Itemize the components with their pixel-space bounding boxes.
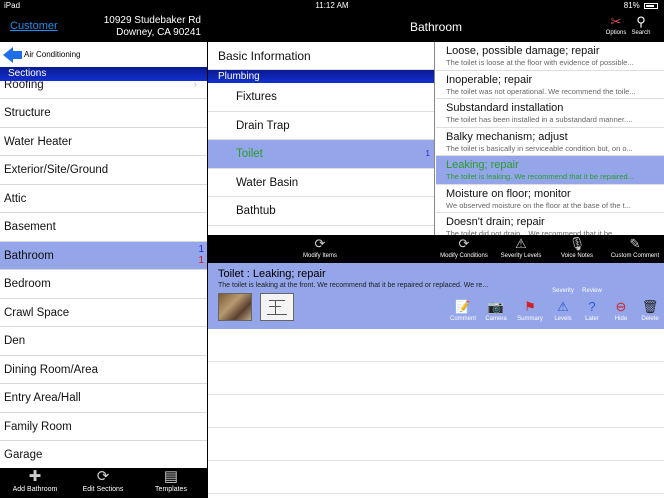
summary-label: Summary <box>517 316 543 322</box>
custom-comment-button[interactable] <box>608 235 662 263</box>
section-label: Den <box>4 335 26 347</box>
modify-conditions-button[interactable] <box>436 235 492 263</box>
search-label: Search <box>631 30 651 36</box>
item-label: Water Basin <box>236 176 299 189</box>
item-label: Bathtub <box>236 205 276 217</box>
condition-title: Leaking; repair <box>446 159 519 171</box>
item-toilet[interactable] <box>208 140 434 169</box>
search-button[interactable] <box>629 14 653 36</box>
section-label: Crawl Space <box>4 306 70 319</box>
condition-item[interactable] <box>436 213 664 235</box>
condition-title: Substandard installation <box>446 102 564 114</box>
warning-icon: ⚠ <box>515 236 527 251</box>
item-fixtures[interactable] <box>208 83 434 112</box>
basic-information-item[interactable]: Basic Information <box>208 42 434 70</box>
options-label: Options <box>605 30 627 36</box>
customer-link[interactable]: Customer <box>10 20 58 32</box>
condition-desc: The toilet has been installed in a substandard manner.... <box>446 115 633 124</box>
condition-item[interactable] <box>436 42 664 71</box>
comment-button[interactable] <box>449 297 477 322</box>
question-icon: ? <box>588 299 596 314</box>
chevron-right-icon: › <box>193 81 197 90</box>
refresh-icon: ⟳ <box>458 236 470 251</box>
condition-desc: The toilet is loose at the floor with evidence of possible... <box>446 58 634 67</box>
section-item-exterior[interactable] <box>0 156 207 185</box>
section-label: Bedroom <box>4 278 51 290</box>
search-icon: ⚲ <box>636 14 646 29</box>
category-header: Plumbing <box>208 70 434 83</box>
hide-document-icon: ⊖ <box>615 299 627 314</box>
edit-sections-label: Edit Sections <box>82 486 124 493</box>
condition-title: Doesn't drain; repair <box>446 216 545 228</box>
condition-title: Inoperable; repair <box>446 73 533 86</box>
review-later-button[interactable] <box>578 288 606 322</box>
custom-comment-label: Custom Comment <box>610 253 660 259</box>
summary-button[interactable] <box>516 297 544 322</box>
modify-conditions-label: Modify Conditions <box>440 253 488 259</box>
modify-items-button[interactable] <box>290 235 350 263</box>
photo-thumbnail[interactable] <box>218 293 252 321</box>
section-label: Attic <box>4 192 27 205</box>
hide-label: Hide <box>614 316 628 322</box>
detail-description[interactable]: The toilet is leaking at the front. We recommend that it be repaired or replaced. We re... <box>218 282 489 289</box>
severity-levels-button[interactable] <box>496 235 546 263</box>
condition-item[interactable] <box>436 71 664 100</box>
condition-desc: The toilet did not drain... We recommend that it be... <box>446 229 619 235</box>
later-label: Later <box>585 316 599 322</box>
back-arrow-icon-tail <box>12 51 22 59</box>
camera-icon: 📷 <box>487 299 505 314</box>
condition-count-badge: 1 <box>198 254 204 266</box>
section-label: Entry Area/Hall <box>4 392 81 404</box>
item-label: Fixtures <box>236 91 277 103</box>
section-item-den[interactable] <box>0 327 207 356</box>
blank-row <box>208 329 664 362</box>
status-bar <box>0 0 664 12</box>
item-bathtub[interactable] <box>208 197 434 226</box>
address-line-1: 10929 Studebaker Rd <box>103 15 201 26</box>
review-top-label: Review <box>582 288 602 294</box>
item-label: Drain Trap <box>236 119 290 132</box>
condition-desc: The toilet is leaking. We recommend that it be repaired... <box>446 172 634 181</box>
condition-item[interactable] <box>436 99 664 128</box>
section-badges <box>198 244 204 266</box>
item-water-basin[interactable] <box>208 169 434 198</box>
clock: 11:12 AM <box>315 1 349 10</box>
sections-toolbar <box>0 468 207 498</box>
warning-icon: ⚠ <box>557 299 569 314</box>
section-item-structure[interactable] <box>0 99 207 128</box>
levels-label: Levels <box>554 316 572 322</box>
sections-panel <box>0 12 207 498</box>
camera-button[interactable] <box>482 297 510 322</box>
section-item-bathroom[interactable] <box>0 242 207 271</box>
severity-levels-label: Severity Levels <box>500 253 542 259</box>
battery-icon <box>644 3 658 9</box>
templates-label: Templates <box>155 486 187 493</box>
section-item-entry-area[interactable] <box>0 384 207 413</box>
condition-item[interactable] <box>436 185 664 214</box>
section-item-crawl-space[interactable] <box>0 299 207 328</box>
add-section-button[interactable] <box>2 468 68 498</box>
section-label: Water Heater <box>4 135 72 148</box>
blank-row <box>208 395 664 428</box>
device-label: iPad <box>4 1 21 10</box>
battery-percent: 81% <box>623 1 640 10</box>
section-label: Family Room <box>4 420 72 433</box>
condition-desc: The toilet was not operational. We recommend the toile... <box>446 86 636 96</box>
templates-button[interactable] <box>138 468 204 498</box>
selected-condition-detail <box>208 263 664 329</box>
delete-label: Delete <box>641 316 659 322</box>
back-button[interactable] <box>0 42 207 67</box>
sections-header: Sections <box>0 67 207 81</box>
camera-label: Camera <box>485 316 507 322</box>
section-label: Dining Room/Area <box>4 363 98 376</box>
blank-row <box>208 362 664 395</box>
section-item-garage[interactable] <box>0 441 207 468</box>
section-label: Structure <box>4 107 51 119</box>
blank-row <box>208 461 664 494</box>
blank-row <box>208 428 664 461</box>
item-drain-trap[interactable] <box>208 112 434 141</box>
pencil-icon: ✎ <box>629 236 641 251</box>
section-label: Exterior/Site/Ground <box>4 164 109 176</box>
nav-header <box>208 12 664 42</box>
detail-panel <box>208 12 664 498</box>
section-item-water-heater[interactable] <box>0 128 207 157</box>
customer-header <box>0 12 207 42</box>
condition-title: Loose, possible damage; repair <box>446 45 600 57</box>
condition-desc: We observed moisture on the floor at the base of the t... <box>446 200 631 210</box>
item-toolbar <box>208 235 664 263</box>
section-label: Basement <box>4 221 56 233</box>
flag-icon: ⚑ <box>524 299 536 314</box>
section-item-basement[interactable] <box>0 213 207 242</box>
empty-notes-area <box>208 329 664 498</box>
section-label: Garage <box>4 449 43 461</box>
refresh-icon: ⟳ <box>314 236 326 251</box>
comment-label: Comment <box>449 316 476 322</box>
delete-button[interactable] <box>636 297 664 322</box>
plus-icon: ✚ <box>28 468 42 485</box>
condition-item[interactable] <box>436 128 664 157</box>
section-list[interactable] <box>0 81 207 468</box>
condition-desc: The toilet is basically in serviceable condition but, on o... <box>446 143 633 153</box>
section-label: Roofing <box>4 81 44 91</box>
section-item-bedroom[interactable] <box>0 270 207 299</box>
item-count-badge: 1 <box>425 149 430 158</box>
address-line-2: Downey, CA 90241 <box>116 27 201 38</box>
back-label: Air Conditioning <box>24 50 81 59</box>
page-title: Bathroom <box>409 20 463 34</box>
add-section-label: Add Bathroom <box>12 486 58 493</box>
section-label: Bathroom <box>4 249 54 262</box>
voice-notes-label: Voice Notes <box>560 253 594 259</box>
severity-top-label: Severity <box>552 288 574 294</box>
modify-items-label: Modify Items <box>302 253 337 259</box>
section-item-family-room[interactable] <box>0 413 207 442</box>
trash-icon: 🗑 <box>641 299 659 314</box>
hide-button[interactable] <box>607 297 635 322</box>
detail-title: Toilet : Leaking; repair <box>218 268 326 280</box>
voice-notes-button[interactable] <box>554 235 600 263</box>
templates-icon: ▤ <box>163 468 179 485</box>
condition-item-selected[interactable] <box>436 156 664 185</box>
diagram-thumbnail[interactable] <box>260 293 294 321</box>
severity-levels-detail-button[interactable] <box>549 288 577 322</box>
condition-list <box>436 42 664 235</box>
microphone-icon: 🎙 <box>568 236 586 251</box>
tools-icon: ✂ <box>610 14 622 29</box>
section-item-dining-room[interactable] <box>0 356 207 385</box>
section-item-roofing[interactable] <box>0 81 207 99</box>
item-label: Toilet <box>236 148 263 160</box>
condition-title: Moisture on floor; monitor <box>446 187 571 200</box>
section-item-attic[interactable] <box>0 185 207 214</box>
refresh-icon: ⟳ <box>96 468 110 485</box>
notepad-icon: 📝 <box>454 299 472 314</box>
item-list <box>208 42 435 235</box>
condition-title: Balky mechanism; adjust <box>446 130 568 143</box>
battery-status <box>624 1 658 10</box>
property-address <box>104 15 201 39</box>
item-count-badge: 1 <box>198 243 204 255</box>
edit-sections-button[interactable] <box>70 468 136 498</box>
options-button[interactable] <box>604 14 628 36</box>
